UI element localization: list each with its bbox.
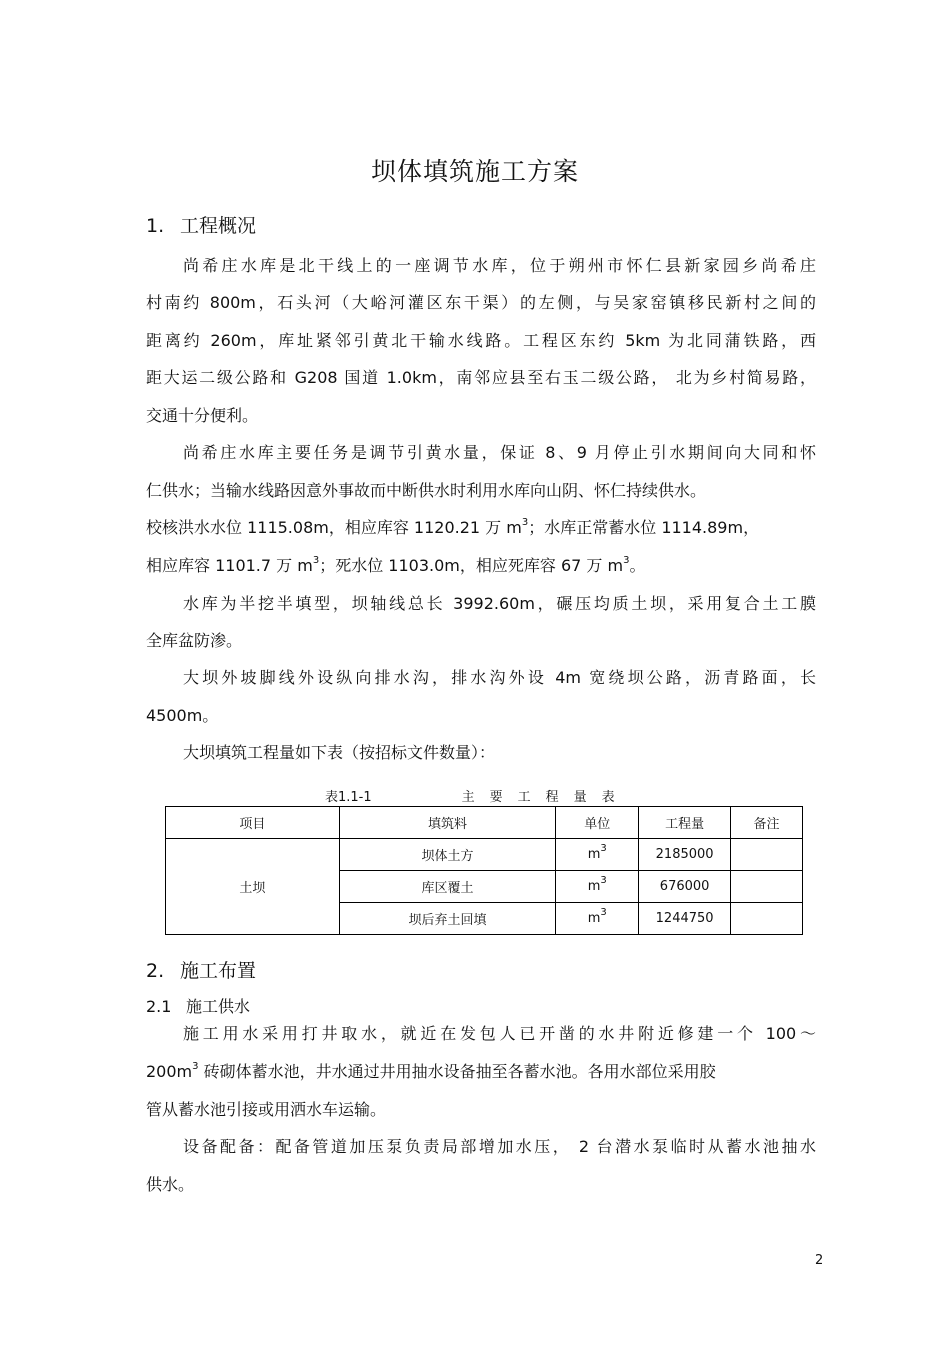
superscript: 3 [623, 554, 630, 566]
table-row [166, 839, 803, 871]
paragraph-line [146, 518, 816, 538]
paragraph-line [146, 1062, 816, 1082]
header-cell: 单位 [556, 807, 639, 839]
paragraph-line: 交通十分便利。 [146, 406, 259, 425]
paragraph-line: 距离约 260m，库址紧邻引黄北干输水线路。工程区东约 5km 为北同蒲铁路，西 [146, 331, 816, 350]
superscript: 3 [600, 906, 607, 918]
section-1-title: 工程概况 [180, 215, 257, 237]
subsection-2-1-title: 施工供水 [186, 997, 251, 1016]
table-caption-id: 表1.1-1 [325, 790, 372, 805]
paragraph-line: 尚希庄水库主要任务是调节引黄水量，保证 8、9 月停止引水期间向大同和怀 [183, 443, 816, 462]
superscript: 3 [192, 1060, 199, 1072]
paragraph-line: 村南约 800m，石头河（大峪河灌区东干渠）的左侧，与吴家窑镇移民新村之间的 [146, 293, 816, 312]
text-segment: 校核洪水水位 1115.08m，相应库容 1120.21 万 m [146, 518, 522, 537]
note-cell [731, 903, 803, 935]
section-2-title: 施工布置 [180, 960, 257, 982]
note-cell [731, 871, 803, 903]
superscript: 3 [312, 554, 320, 566]
superscript: 3 [600, 874, 607, 886]
paragraph-line: 设备配备：配备管道加压泵负责局部增加水压， 2 台潜水泵临时从蓄水池抽水 [183, 1137, 816, 1156]
section-2-number: 2. [146, 960, 165, 982]
quantity-cell: 676000 [639, 871, 731, 903]
quantity-cell: 2185000 [639, 839, 731, 871]
unit-cell [556, 903, 639, 935]
table-caption-title: 主要工程量表 [461, 790, 630, 805]
paragraph-line: 水库为半挖半填型，坝轴线总长 3992.60m，碾压均质土坝，采用复合土工膜 [183, 594, 816, 613]
paragraph-line: 仁供水；当输水线路因意外事故而中断供水时利用水库向山阴、怀仁持续供水。 [146, 481, 707, 500]
header-cell: 备注 [731, 807, 803, 839]
paragraph-line: 供水。 [146, 1175, 195, 1194]
text-segment: ；死水位 1103.0m，相应死库容 67 万 m [319, 556, 624, 575]
paragraph-line [146, 556, 816, 576]
unit-cell [556, 871, 639, 903]
subsection-2-1-number: 2.1 [146, 997, 172, 1016]
header-cell: 工程量 [639, 807, 731, 839]
section-2-heading [146, 956, 256, 983]
document-title: 坝体填筑施工方案 [370, 157, 579, 186]
paragraph-line: 距大运二级公路和 G208 国道 1.0km，南邻应县至右玉二级公路， 北为乡村简易路， [146, 368, 816, 387]
header-cell: 项目 [166, 807, 340, 839]
superscript: 3 [600, 842, 607, 854]
material-cell: 库区覆土 [339, 871, 556, 903]
paragraph-line: 4500m。 [146, 706, 219, 725]
unit-text: m [587, 847, 601, 862]
unit-text: m [587, 911, 601, 926]
page-number: 2 [815, 1253, 824, 1268]
material-cell: 坝体土方 [339, 839, 556, 871]
subsection-2-1-heading [146, 994, 250, 1017]
table-caption [325, 786, 630, 805]
header-cell: 填筑料 [339, 807, 556, 839]
material-cell: 坝后弃土回填 [339, 903, 556, 935]
text-segment: 砖砌体蓄水池，井水通过井用抽水设备抽至各蓄水池。各用水部位采用胶 [198, 1062, 716, 1081]
text-segment: 200m [146, 1062, 193, 1081]
paragraph-line: 大坝填筑工程量如下表（按招标文件数量）： [183, 743, 496, 762]
paragraph-line: 全库盆防渗。 [146, 631, 243, 650]
group-cell: 土坝 [166, 839, 340, 935]
quantity-cell: 1244750 [639, 903, 731, 935]
text-segment: 。 [629, 556, 646, 575]
paragraph-line: 尚希庄水库是北干线上的一座调节水库，位于朔州市怀仁县新家园乡尚希庄 [183, 256, 816, 275]
text-segment: ；水库正常蓄水位 1114.89m， [528, 518, 760, 537]
paragraph-line: 大坝外坡脚线外设纵向排水沟，排水沟外设 4m 宽绕坝公路，沥青路面，长 [183, 668, 816, 687]
unit-text: m [587, 879, 601, 894]
note-cell [731, 839, 803, 871]
table-header-row [166, 807, 803, 839]
paragraph-line: 管从蓄水池引接或用洒水车运输。 [146, 1100, 387, 1119]
section-1-number: 1. [146, 215, 165, 237]
section-1-heading [146, 211, 256, 238]
text-segment: 相应库容 1101.7 万 m [146, 556, 313, 575]
paragraph-line: 施工用水采用打井取水，就近在发包人已开凿的水井附近修建一个 100～ [183, 1024, 816, 1043]
quantity-table [165, 806, 803, 935]
unit-cell [556, 839, 639, 871]
superscript: 3 [521, 516, 529, 528]
